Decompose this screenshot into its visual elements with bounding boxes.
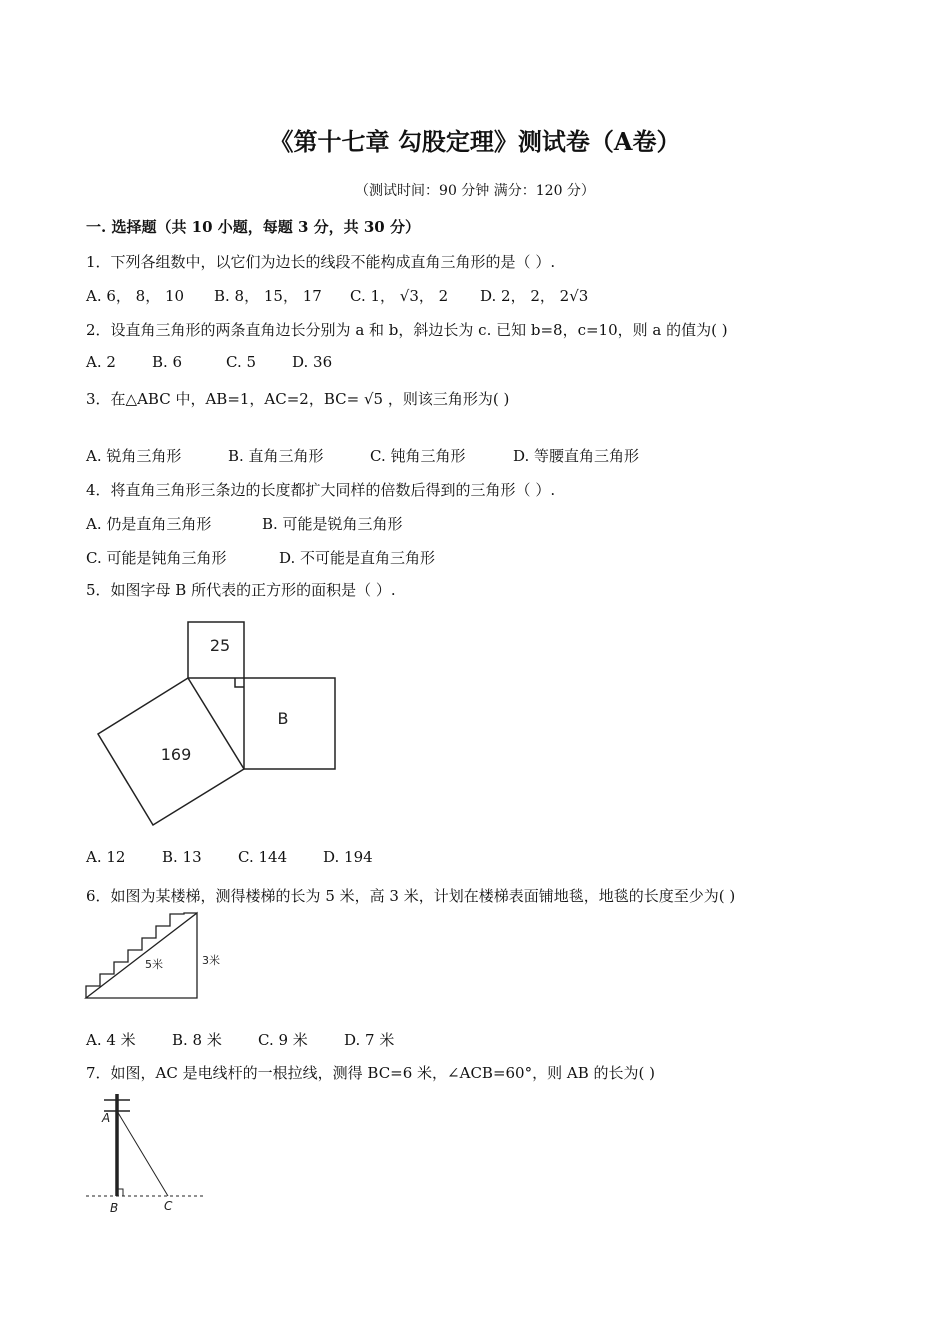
label-c: C — [164, 1199, 173, 1213]
squares-figure — [90, 614, 350, 834]
option: A. 6， 8， 10 — [86, 287, 185, 305]
option: C. 5 — [226, 353, 257, 371]
option: D. 2， 2， 2√3 — [480, 287, 589, 305]
pole-figure — [84, 1090, 214, 1220]
question-4-options-row1 — [86, 513, 403, 534]
option: B. 可能是锐角三角形 — [262, 515, 403, 533]
question-6-options — [86, 1029, 394, 1050]
option: B. 8， 15， 17 — [214, 287, 322, 305]
option: C. 钝角三角形 — [370, 447, 466, 465]
option: C. 可能是钝角三角形 — [86, 549, 227, 567]
option: C. 1， √3， 2 — [350, 287, 449, 305]
option: C. 144 — [238, 848, 288, 866]
label-length: 5米 — [145, 958, 163, 971]
label-b: B — [110, 1201, 119, 1215]
document-subtitle: （测试时间：90 分钟 满分：120 分） — [355, 183, 595, 199]
option: B. 直角三角形 — [228, 447, 324, 465]
label-right: B — [277, 709, 289, 728]
option: D. 不可能是直角三角形 — [279, 549, 436, 567]
option: B. 6 — [152, 353, 183, 371]
option: D. 等腰直角三角形 — [513, 447, 640, 465]
question-1-options — [86, 285, 588, 306]
question-5-stem: 5．如图字母 B 所代表的正方形的面积是（ ）. — [86, 581, 396, 599]
option: A. 仍是直角三角形 — [86, 515, 212, 533]
square-right — [244, 678, 335, 769]
label-height: 3米 — [202, 954, 220, 967]
question-6-stem: 6．如图为某楼梯，测得楼梯的长为 5 米，高 3 米，计划在楼梯表面铺地毯，地毯的长度至少为( ) — [86, 887, 736, 905]
question-3-options — [86, 445, 639, 466]
label-top: 25 — [209, 636, 231, 655]
right-angle-mark — [235, 678, 244, 687]
document-title: 《第十七章 勾股定理》测试卷（A卷） — [269, 127, 681, 156]
staircase-figure — [84, 910, 234, 1002]
question-7-stem: 7．如图，AC 是电线杆的一根拉线，测得 BC=6 米，∠ACB=60°，则 AB 的长为( ) — [86, 1064, 655, 1082]
question-5-options — [86, 848, 373, 866]
option: A. 锐角三角形 — [86, 447, 182, 465]
question-4-options-row2 — [86, 547, 435, 568]
option: D. 36 — [292, 353, 333, 371]
option: D. 7 米 — [344, 1031, 395, 1049]
label-a: A — [102, 1111, 111, 1125]
question-3-stem: 3．在△ABC 中，AB=1，AC=2，BC= √5 ，则该三角形为( ) — [86, 390, 510, 408]
option: A. 4 米 — [86, 1031, 136, 1049]
label-left: 169 — [160, 745, 192, 764]
question-4-stem: 4．将直角三角形三条边的长度都扩大同样的倍数后得到的三角形（ ）. — [86, 481, 556, 499]
stair-triangle — [86, 913, 197, 998]
section-heading: 一. 选择题（共 10 小题，每题 3 分，共 30 分） — [86, 218, 420, 236]
question-1-stem: 1．下列各组数中，以它们为边长的线段不能构成直角三角形的是（ ）. — [86, 253, 556, 271]
guy-wire — [117, 1111, 168, 1196]
option: C. 9 米 — [258, 1031, 308, 1049]
option: B. 8 米 — [172, 1031, 222, 1049]
option: B. 13 — [162, 848, 202, 866]
question-2-options — [86, 353, 332, 371]
option: D. 194 — [323, 848, 373, 866]
option: A. 12 — [86, 848, 126, 866]
question-2-stem: 2．设直角三角形的两条直角边长分别为 a 和 b，斜边长为 c. 已知 b=8，c=10，则 a 的值为( ) — [86, 321, 728, 339]
option: A. 2 — [86, 353, 116, 371]
